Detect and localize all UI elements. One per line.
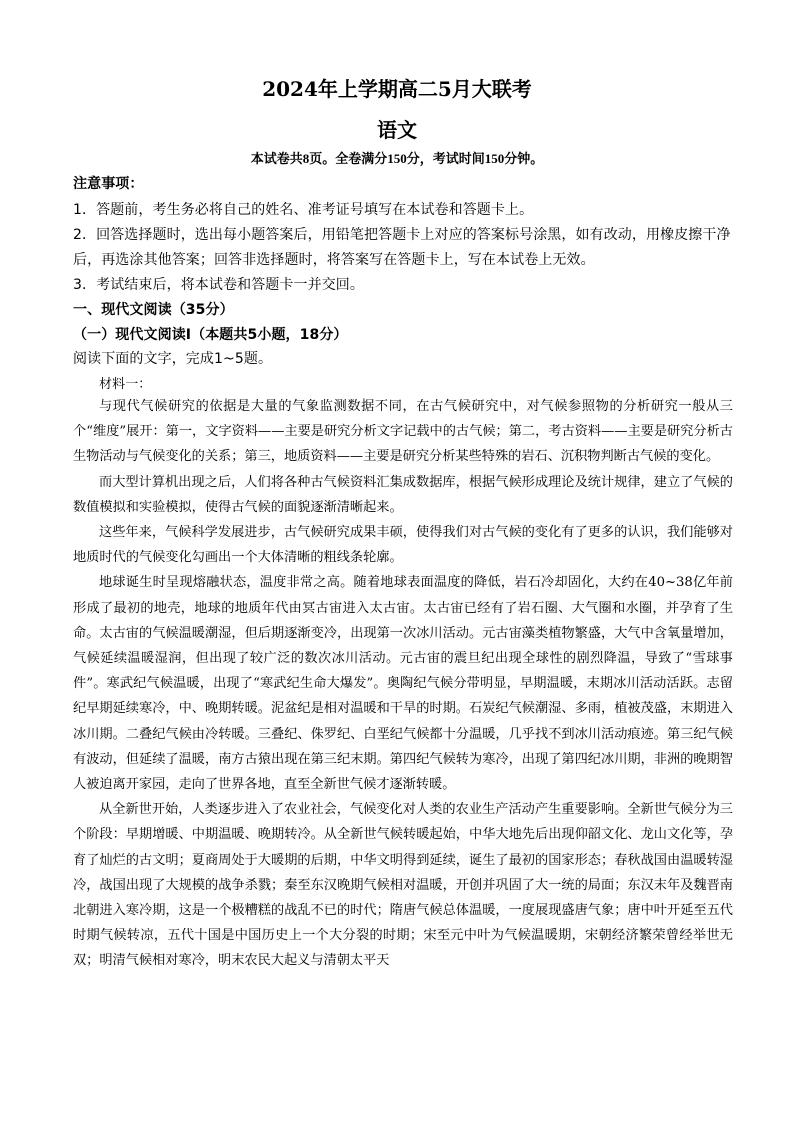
note-item-3: 3．考试结束后，将本试卷和答题卡一并交回。 [73,277,365,293]
note-item-1: 1．答题前，考生务必将自己的姓名、准考证号填写在本试卷和答题卡上。 [73,202,534,218]
exam-info: 本试卷共8页。全卷满分150分，考试时间150分钟。 [250,151,544,166]
note-item-2-line-2: 后，再选涂其他答案；回答非选择题时，将答案写在答题卡上，写在本试卷上无效。 [73,252,595,268]
passage-paragraph: 从全新世开始，人类逐步进入了农业社会，气候变化对人类的农业生产活动产生重要影响。全新世气候分为三个阶段：早期增暖、中期温暖、晚期转冷。从全新世气候转暖起始，中华大地先后出现仰韶文化、龙山文化等，孕育了灿烂的古文明；夏商周处于大暖期的后期，中华文明得到延续，诞生了最初的国家形态；春秋战国由温暖转湿冷，战国出现了大规模的战争杀戮；秦至东汉晚期气候相对温暖，开创并巩固了大一统的局面；东汉末年及魏晋南北朝进入寒冷期，这是一个极糟糕的战乱不已的时代；隋唐气候总体温暖，一度展现盛唐气象；唐中叶开延至五代时期气候转凉，五代十国是中国历史上一个大分裂的时期；宋至元中叶为气候温暖期，宋朝经济繁荣曾经举世无双；明清气候相对寒冷，明末农民大起义与清朝太平天 [73,802,733,969]
subsection-heading: （一）现代文阅读Ⅰ（本题共5小题，18分） [73,327,348,343]
reading-instruction: 阅读下面的文字，完成1~5题。 [73,351,273,367]
section-heading: 一、现代文阅读（35分） [73,302,234,318]
passage-paragraph: 与现代气候研究的依据是大量的气象监测数据不同，在古气候研究中，对气候参照物的分析研究一般从三个“维度”展开：第一，文字资料——主要是研究分析文字记载中的古气候；第二，考古资料——主要是研究分析古生物活动与气候变化的关系；第三，地质资料——主要是研究分析某些特殊的岩石、沉积物判断古气候的变化。 [73,399,733,465]
exam-title: 2024年上学期高二5月大联考 [262,77,532,101]
subject-title: 语文 [377,118,417,142]
passage-paragraph: 这些年来，气候科学发展进步，古气候研究成果丰硕，使得我们对古气候的变化有了更多的认识，我们能够对地质时代的气候变化勾画出一个大体清晰的粗线条轮廓。 [73,525,733,566]
note-item-2-line-1: 2．回答选择题时，选出每小题答案后，用铅笔把答题卡上对应的答案标号涂黑，如有改动，用橡皮擦干净 [73,227,731,243]
notes-heading: 注意事项： [73,176,144,192]
passage-paragraph: 而大型计算机出现之后，人们将各种古气候资料汇集成数据库，根据气候形成理论及统计规律，建立了气候的数值模拟和实验模拟，使得古气候的面貌逐渐清晰起来。 [73,474,733,515]
material-label: 材料一： [99,377,152,392]
reading-passage [73,394,733,974]
passage-paragraph: 地球诞生时呈现熔融状态，温度非常之高。随着地球表面温度的降低，岩石冷却固化，大约在40~38亿年前形成了最初的地壳，地球的地质年代由冥古宙进入太古宙。太古宙已经有了岩石圈、大气圈和水圈，并孕育了生命。太古宙的气候温暖潮湿，但后期逐渐变冷，出现第一次冰川活动。元古宙藻类植物繁盛，大气中含氧量增加，气候延续温暖湿润，但出现了较广泛的数次冰川活动。元古宙的震旦纪出现全球性的剧烈降温，导致了“雪球事件”。寒武纪气候温暖，出现了“寒武纪生命大爆发”。奥陶纪气候分带明显，早期温暖，末期冰川活动活跃。志留纪早期延续寒冷，中、晚期转暖。泥盆纪是相对温暖和干旱的时期。石炭纪气候潮湿、多雨，植被茂盛，末期进入冰川期。二叠纪气候由冷转暖。三叠纪、侏罗纪、白垩纪气候都十分温暖，几乎找不到冰川活动痕迹。第三纪气候有波动，但延续了温暖，南方古猿出现在第三纪末期。第四纪气候转为寒冷，出现了第四纪冰川期，非洲的晚期智人被迫离开家园，走向了世界各地，直至全新世气候才逐渐转暖。 [73,575,733,793]
